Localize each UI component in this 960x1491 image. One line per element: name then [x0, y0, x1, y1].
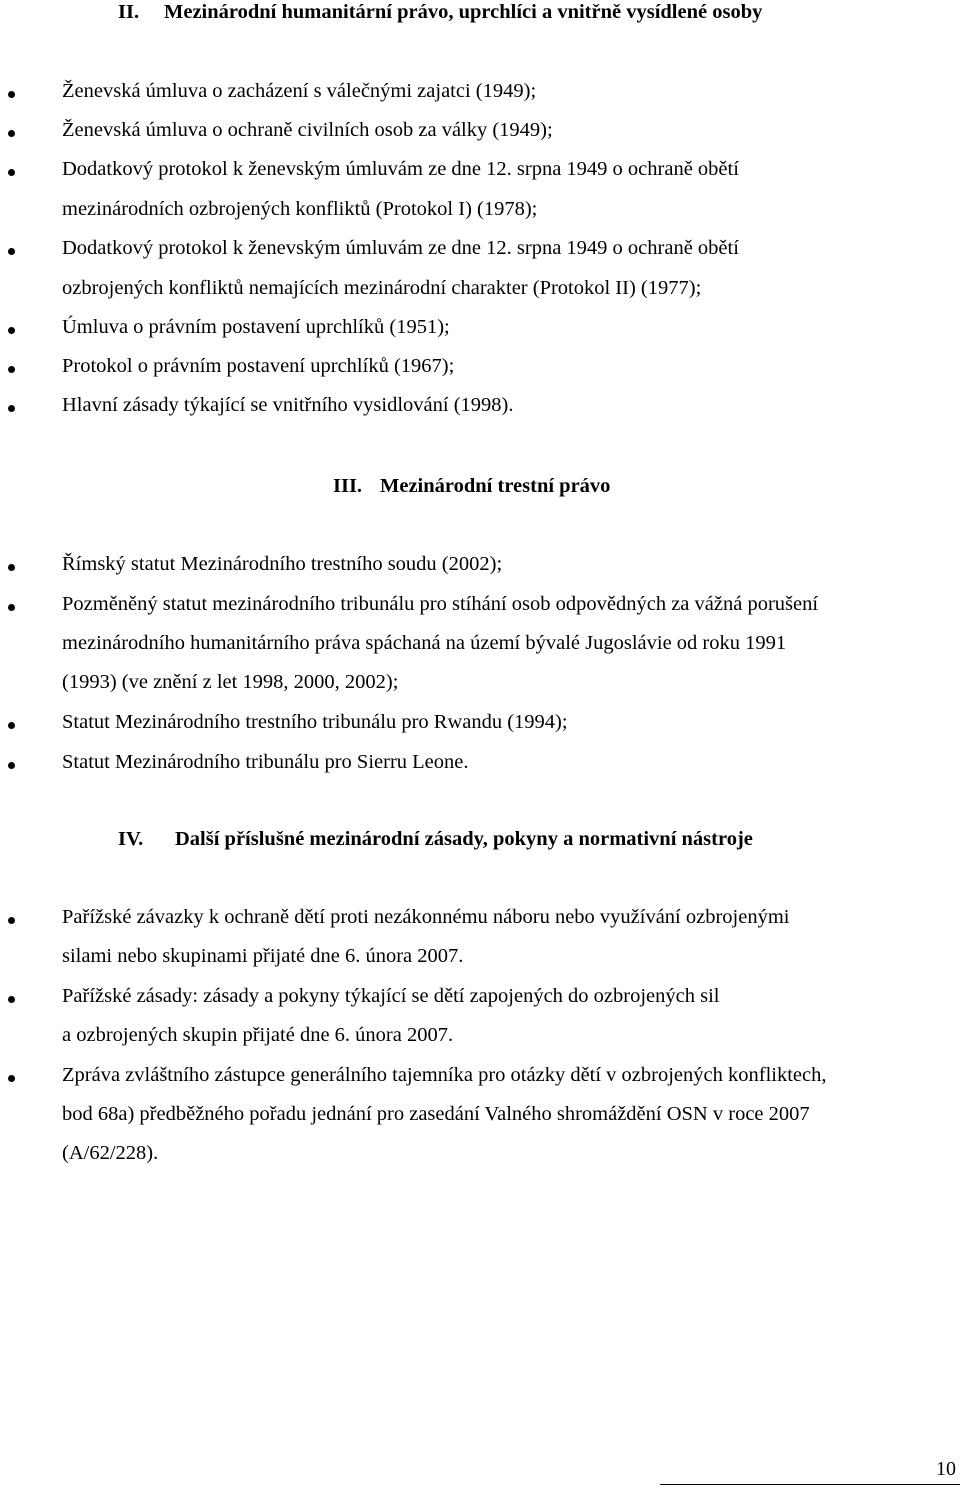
bullet-icon — [8, 327, 15, 334]
bullet-icon — [8, 722, 15, 729]
footer-divider — [660, 1484, 960, 1485]
bullet-icon — [8, 917, 15, 924]
bullet-icon — [8, 996, 15, 1003]
list-item-text: a ozbrojených skupin přijaté dne 6. února 2007. — [62, 1024, 454, 1046]
bullet-icon — [8, 169, 15, 176]
bullet-icon — [8, 405, 15, 412]
bullet-icon — [8, 130, 15, 137]
list-item-text: Statut Mezinárodního tribunálu pro Sierru Leone. — [62, 751, 469, 773]
bullet-icon — [8, 604, 15, 611]
list-item-text: Hlavní zásady týkající se vnitřního vysidlování (1998). — [62, 394, 514, 416]
list-item-text: Zpráva zvláštního zástupce generálního tajemníka pro otázky dětí v ozbrojených konfliktech, — [62, 1064, 827, 1086]
list-item-text: Protokol o právním postavení uprchlíků (1967); — [62, 355, 455, 377]
list-item-text: Římský statut Mezinárodního trestního soudu (2002); — [62, 553, 503, 575]
list-item-text: (A/62/228). — [62, 1142, 159, 1164]
list-item-text: mezinárodního humanitárního práva spáchaná na území bývalé Jugoslávie od roku 1991 — [62, 632, 787, 654]
section-heading-ii — [118, 1, 762, 24]
section-number: II. — [118, 1, 140, 23]
list-item-text: Pařížské závazky k ochraně dětí proti nezákonnému náboru nebo využívání ozbrojenými — [62, 906, 790, 928]
bullet-icon — [8, 248, 15, 255]
bullet-icon — [8, 564, 15, 571]
list-item-text: Dodatkový protokol k ženevským úmluvám ze dne 12. srpna 1949 o ochraně obětí — [62, 237, 739, 259]
bullet-icon — [8, 366, 15, 373]
section-title: Mezinárodní humanitární právo, uprchlíci a vnitřně vysídlené osoby — [164, 1, 763, 23]
list-item-text: Dodatkový protokol k ženevským úmluvám ze dne 12. srpna 1949 o ochraně obětí — [62, 158, 739, 180]
section-heading-iii — [333, 475, 610, 498]
bullet-icon — [8, 91, 15, 98]
list-item-text: bod 68a) předběžného pořadu jednání pro zasedání Valného shromáždění OSN v roce 2007 — [62, 1103, 810, 1125]
section-number: IV. — [118, 828, 144, 850]
list-item-text: Úmluva o právním postavení uprchlíků (1951); — [62, 316, 450, 338]
section-title: Mezinárodní trestní právo — [380, 475, 611, 497]
list-item-text: Ženevská úmluva o zacházení s válečnými zajatci (1949); — [62, 80, 537, 102]
list-item-text: Ženevská úmluva o ochraně civilních osob za války (1949); — [62, 119, 553, 141]
list-item-text: Pařížské zásady: zásady a pokyny týkající se dětí zapojených do ozbrojených sil — [62, 985, 720, 1007]
bullet-icon — [8, 1075, 15, 1082]
list-item-text: (1993) (ve znění z let 1998, 2000, 2002); — [62, 671, 399, 693]
section-heading-iv — [118, 828, 753, 851]
list-item-text: silami nebo skupinami přijaté dne 6. února 2007. — [62, 945, 464, 967]
bullet-icon — [8, 762, 15, 769]
section-title: Další příslušné mezinárodní zásady, pokyny a normativní nástroje — [175, 828, 753, 850]
section-number: III. — [333, 475, 363, 497]
list-item-text: ozbrojených konfliktů nemajících mezinárodní charakter (Protokol II) (1977); — [62, 277, 702, 299]
list-item-text: Statut Mezinárodního trestního tribunálu pro Rwandu (1994); — [62, 711, 568, 733]
list-item-text: mezinárodních ozbrojených konfliktů (Protokol I) (1978); — [62, 198, 538, 220]
page-number: 10 — [936, 1458, 956, 1480]
list-item-text: Pozměněný statut mezinárodního tribunálu pro stíhání osob odpovědných za vážná porušení — [62, 593, 819, 615]
